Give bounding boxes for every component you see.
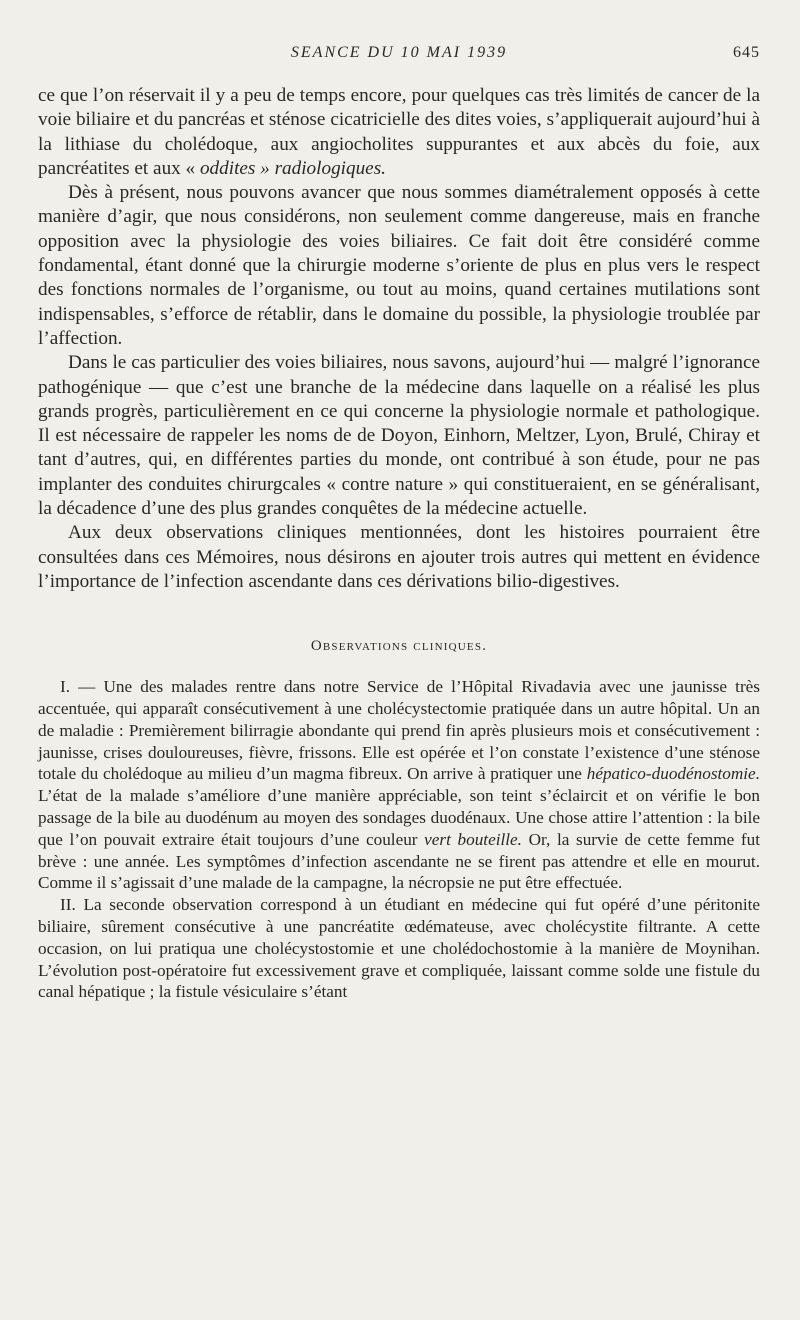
observation-1-italic-1: hépatico-duodénostomie. — [586, 764, 760, 784]
page-header — [38, 38, 760, 68]
paragraph-2: Dès à présent, nous pouvons avancer que nous sommes diamétralement opposés à cette manière d’agir, que nous considérons, non seulement comme dangereuse, mais en franche opposition avec la physiologie des voies biliaires. Ce fait doit être considéré comme fondamental, étant donné que la chirurgie moderne s’oriente de plus en plus vers le respect des fonctions normales de l’organisme, ou tout au moins, quand certaines mutilations sont indispensables, s’efforce de rétablir, dans le domaine du possible, la physiologie troublée par l’affection. — [38, 182, 760, 349]
paragraph-3: Dans le cas particulier des voies biliaires, nous savons, aujourd’hui — malgré l’ignorance pathogénique — que c’est une branche de la médecine dans laquelle on a réalisé les plus grands progrès, particulièrement en ce qui concerne la physiologie normale et pathologique. Il est nécessaire de rappeler les noms de de Doyon, Einhorn, Meltzer, Lyon, Brulé, Chiray et tant d’autres, qui, en différentes parties du monde, ont contribué à son étude, pour ne pas implanter des conduites chirurgcales « contre nature » qui constitueraient, en se généralisant, la décadence d’une des plus grandes conquêtes de la médecine actuelle. — [38, 352, 760, 520]
page-number: 645 — [733, 44, 760, 61]
section-title: Observations cliniques. — [310, 638, 488, 655]
observations — [38, 676, 760, 1003]
paragraph-1-text: ce que l’on réservait il y a peu de temps encore, pour quelques cas très limités de cancer de la voie biliaire et du pancréas et sténose cicatricielle des dites voies, s’appliquerait aujourd’hui à la lithiase du cholédoque, aux angiocholites suppurantes et aux abcès du foie, aux pancréatites et aux « — [38, 85, 760, 179]
observation-1 — [38, 676, 760, 894]
observation-1-text-b: L’état de la malade s’améliore d’une manière appréciable, son teint s’éclaircit et on vérifie le bon passage de la bile au duodénum au moyen des sondages duodénaux. Une chose attire l’attention : la bile que l’on pouvait extraire était toujours d’une couleur — [38, 786, 760, 849]
observation-1-text-c: Or, la survie de cette femme fut brève : une année. Les symptômes d’infection ascendante ne se firent pas attendre et elle en mourut. Comme il s’agissait d’une malade de la campagne, la nécropsie ne put être effectuée. — [38, 829, 760, 893]
body-text — [38, 84, 760, 594]
paragraph-1 — [38, 84, 760, 181]
observation-2: II. La seconde observation correspond à un étudiant en médecine qui fut opéré d’une péritonite biliaire, sûrement consécutive à une pancréatite œdémateuse, avec cholécystite filtrante. A cette occasion, on lui pratiqua une cholécystostomie et une cholédochostomie à la manière de Moynihan. L’évolution post-opératoire fut excessivement grave et compliquée, laissant comme solde une fistule du canal hépatique ; la fistule vésiculaire s’étant — [38, 895, 760, 1002]
running-title: SEANCE DU 10 MAI 1939 — [290, 44, 508, 61]
observation-1-text-a: I. — Une des malades rentre dans notre Service de l’Hôpital Rivadavia avec une jaunisse très accentuée, qui apparaît consécutivement à une cholécystectomie pratiquée dans un autre hôpital. Un an de maladie : Premièrement bilirragie abondante qui prend fin après plusieurs mois et consécutivement : jaunisse, crises douloureuses, fièvre, frissons. Elle est opérée et l’on constate l’existence d’une sténose totale du cholédoque au milieu d’un magma fibreux. On arrive à pratiquer une — [38, 677, 760, 784]
document-page — [38, 38, 760, 1003]
paragraph-4: Aux deux observations cliniques mentionnées, dont les histoires pourraient être consultées dans ces Mémoires, nous désirons en ajouter trois autres qui mettent en évidence l’importance de l’infection ascendante dans ces dérivations bilio-digestives. — [38, 522, 760, 592]
observation-1-italic-2: vert bouteille. — [424, 829, 522, 849]
paragraph-1-italic: oddites » radiologiques. — [199, 157, 386, 179]
